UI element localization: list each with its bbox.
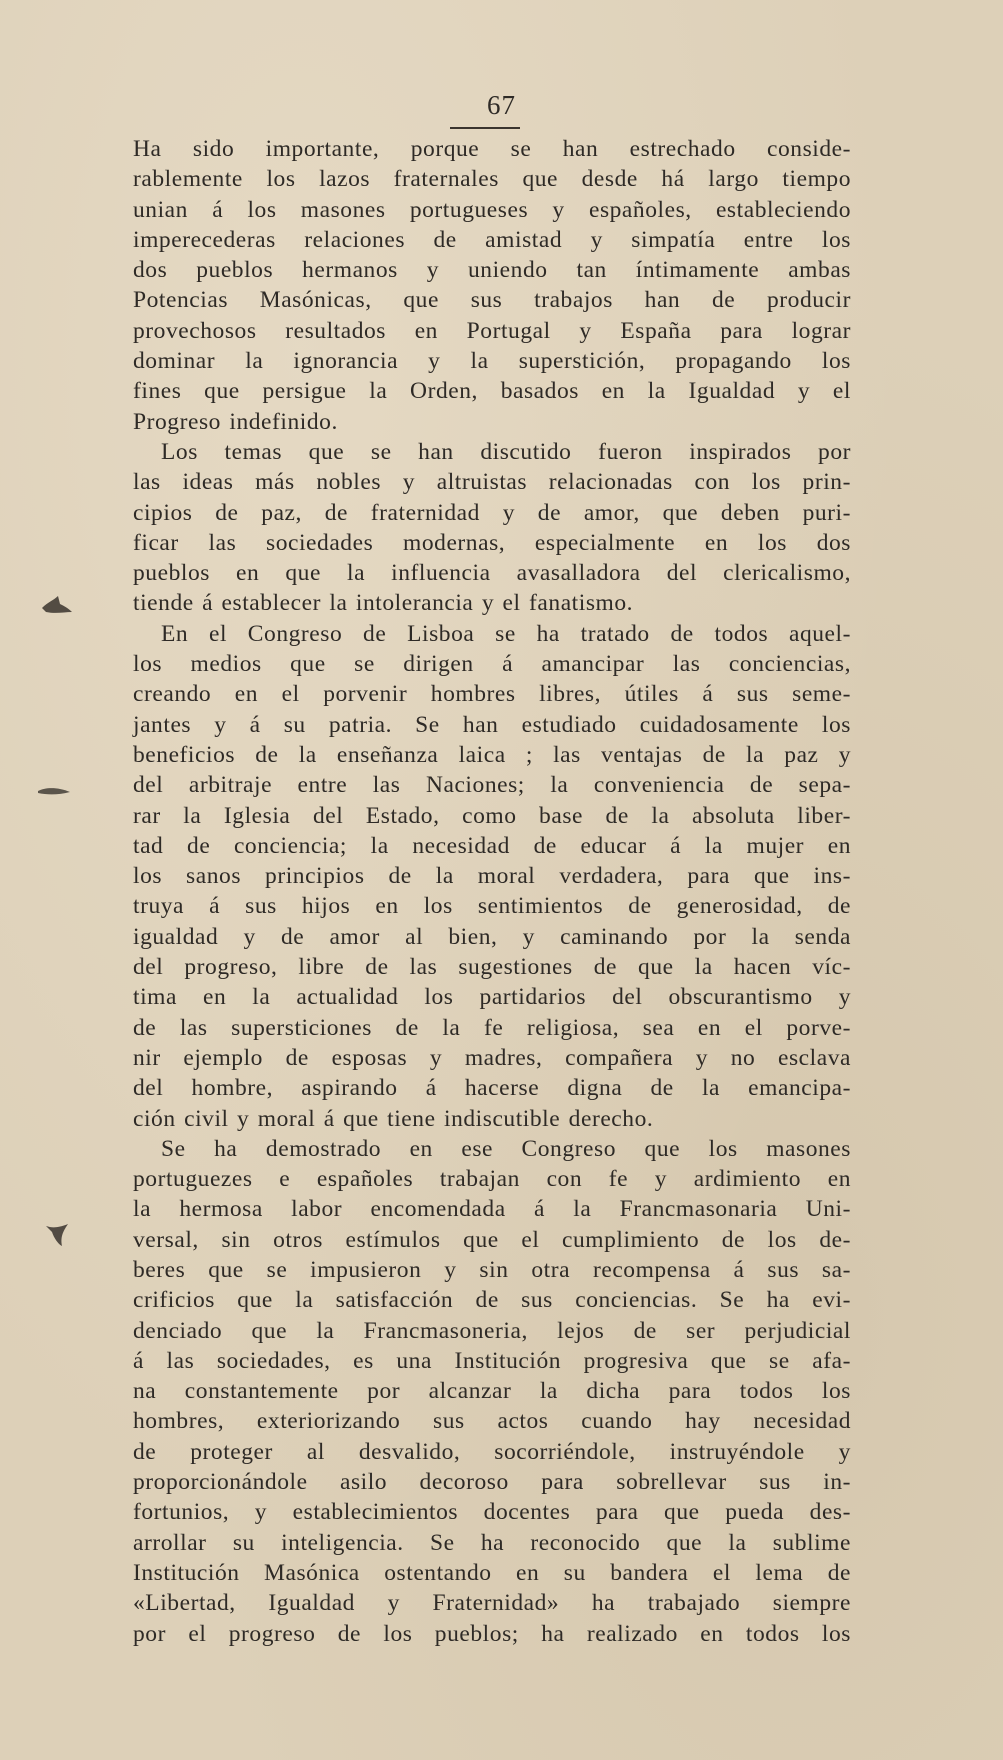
text-line: á las sociedades, es una Institución progresiva que se afa- xyxy=(133,1347,851,1374)
text-line: arrollar su inteligencia. Se ha reconocido que la sublime xyxy=(133,1529,851,1556)
text-line: rablemente los lazos fraternales que desde há largo tiempo xyxy=(133,166,851,193)
text-line: los medios que se dirigen á amancipar las conciencias, xyxy=(133,651,851,678)
text-line: Potencias Masónicas, que sus trabajos han de producir xyxy=(133,287,851,314)
text-line: de las supersticiones de la fe religiosa, sea en el porve- xyxy=(133,1014,851,1041)
text-line: las ideas más nobles y altruistas relacionadas con los prin- xyxy=(133,469,851,496)
text-line: los sanos principios de la moral verdadera, para que ins- xyxy=(133,863,851,890)
text-line: cipios de paz, de fraternidad y de amor, que deben puri- xyxy=(133,499,851,526)
text-line: dominar la ignorancia y la superstición, propagando los xyxy=(133,348,851,375)
text-line: «Libertad, Igualdad y Fraternidad» ha trabajado siempre xyxy=(133,1590,851,1617)
text-line: En el Congreso de Lisboa se ha tratado de todos aquel- xyxy=(161,620,851,647)
text-line: pueblos en que la influencia avasalladora del clericalismo, xyxy=(133,560,851,587)
text-line: Los temas que se han discutido fueron inspirados por xyxy=(161,438,851,465)
text-line: por el progreso de los pueblos; ha realizado en todos los xyxy=(133,1620,851,1647)
text-line: na constantemente por alcanzar la dicha para todos los xyxy=(133,1378,851,1405)
margin-stain-mark xyxy=(40,1220,74,1252)
text-line: Institución Masónica ostentando en su bandera el lema de xyxy=(133,1559,851,1586)
page-number: 67 xyxy=(487,90,516,120)
text-line: tiende á establecer la intolerancia y el fanatismo. xyxy=(133,590,634,617)
text-line: rar la Iglesia del Estado, como base de la absoluta liber- xyxy=(133,802,851,829)
text-line: del arbitraje entre las Naciones; la conveniencia de sepa- xyxy=(133,772,851,799)
text-line: fortunios, y establecimientos docentes para que pueda des- xyxy=(133,1499,851,1526)
text-line: Se ha demostrado en ese Congreso que los masones xyxy=(161,1135,851,1162)
text-line: igualdad y de amor al bien, y caminando por la senda xyxy=(133,923,851,950)
margin-stain-mark xyxy=(38,592,74,618)
text-line: dos pueblos hermanos y uniendo tan íntimamente ambas xyxy=(133,257,851,284)
text-line: truya á sus hijos en los sentimientos de generosidad, de xyxy=(133,893,851,920)
text-line: ción civil y moral á que tiene indiscutible derecho. xyxy=(133,1105,654,1132)
page-number-rule xyxy=(450,127,520,129)
text-line: unian á los masones portugueses y españoles, estableciendo xyxy=(133,196,851,223)
text-line: denciado que la Francmasoneria, lejos de ser perjudicial xyxy=(133,1317,851,1344)
text-line: tima en la actualidad los partidarios del obscurantismo y xyxy=(133,984,851,1011)
text-line: jantes y á su patria. Se han estudiado cuidadosamente los xyxy=(133,711,851,738)
text-line: fines que persigue la Orden, basados en la Igualdad y el xyxy=(133,378,851,405)
text-line: hombres, exteriorizando sus actos cuando hay necesidad xyxy=(133,1408,851,1435)
text-line: portuguezes e españoles trabajan con fe y ardimiento en xyxy=(133,1166,851,1193)
text-line: del hombre, aspirando á hacerse digna de la emancipa- xyxy=(133,1075,851,1102)
text-line: provechosos resultados en Portugal y España para lograr xyxy=(133,317,851,344)
text-line: beres que se impusieron y sin otra recompensa á sus sa- xyxy=(133,1256,851,1283)
text-line: la hermosa labor encomendada á la Francmasonaria Uni- xyxy=(133,1196,851,1223)
margin-stain-mark xyxy=(36,783,72,801)
text-line: proporcionándole asilo decoroso para sobrellevar sus in- xyxy=(133,1469,851,1496)
text-line: imperecederas relaciones de amistad y simpatía entre los xyxy=(133,226,851,253)
text-line: nir ejemplo de esposas y madres, compañera y no esclava xyxy=(133,1044,851,1071)
text-line: de proteger al desvalido, socorriéndole, instruyéndole y xyxy=(133,1438,851,1465)
text-line: versal, sin otros estímulos que el cumplimiento de los de- xyxy=(133,1226,851,1253)
text-line: ficar las sociedades modernas, especialmente en los dos xyxy=(133,529,851,556)
text-line: Ha sido importante, porque se han estrechado conside- xyxy=(133,136,851,162)
text-line: crificios que la satisfacción de sus conciencias. Se ha evi- xyxy=(133,1287,851,1314)
text-line: creando en el porvenir hombres libres, útiles á sus seme- xyxy=(133,681,851,708)
text-line: tad de conciencia; la necesidad de educar á la mujer en xyxy=(133,832,851,859)
text-line: Progreso indefinido. xyxy=(133,408,338,435)
body-text xyxy=(133,134,851,1649)
text-line: del progreso, libre de las sugestiones de que la hacen víc- xyxy=(133,954,851,981)
text-line: beneficios de la enseñanza laica ; las ventajas de la paz y xyxy=(133,741,851,768)
